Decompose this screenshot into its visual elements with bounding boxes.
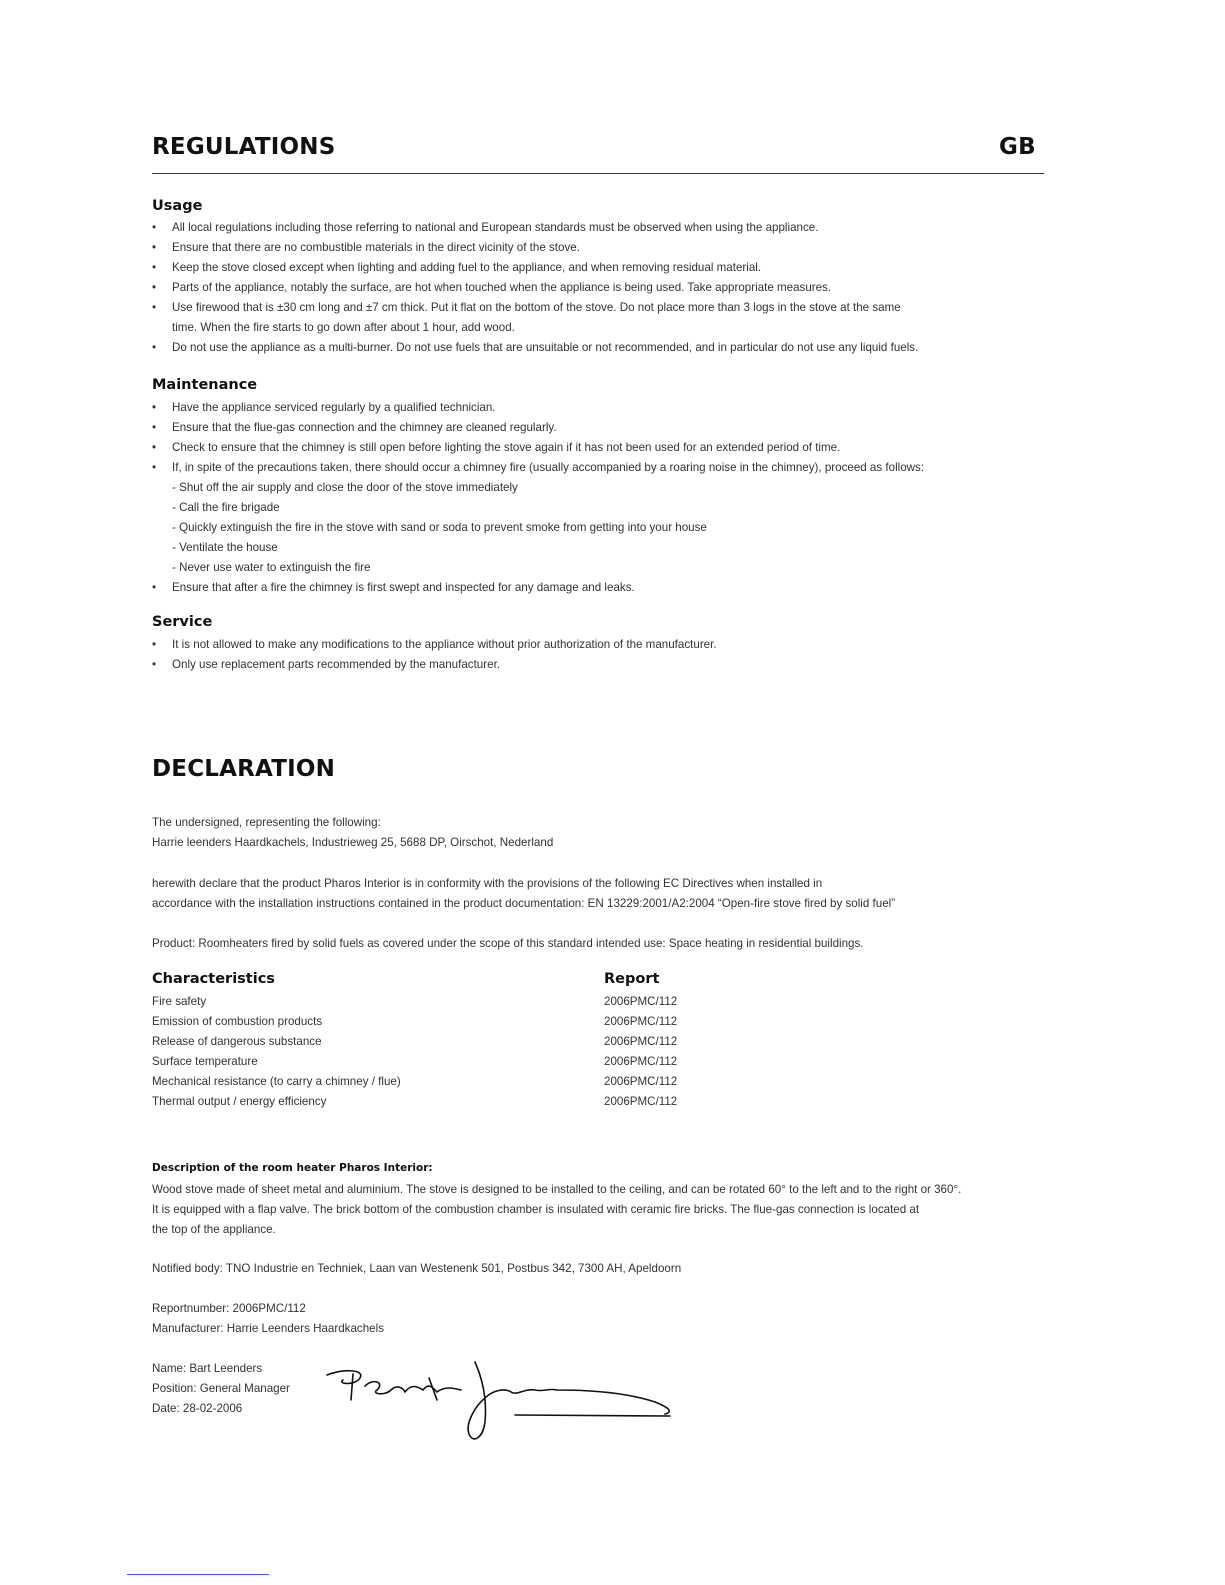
declaration-title: DECLARATION bbox=[152, 756, 336, 782]
maintenance-list bbox=[152, 398, 1012, 478]
characteristic-cell: Thermal output / energy efficiency bbox=[152, 1095, 327, 1108]
language-code: GB bbox=[999, 134, 1036, 160]
manufacturer: Manufacturer: Harrie Leenders Haardkachels bbox=[152, 1322, 384, 1335]
report-cell: 2006PMC/112 bbox=[604, 1095, 678, 1108]
characteristic-cell: Release of dangerous substance bbox=[152, 1035, 322, 1048]
signature-date: Date: 28-02-2006 bbox=[152, 1402, 243, 1415]
table-row bbox=[152, 1052, 852, 1072]
list-item: • It is not allowed to make any modifications to the appliance without prior authorization of the manufacturer. bbox=[152, 638, 717, 651]
list-item: - Shut off the air supply and close the door of the stove immediately bbox=[172, 481, 518, 494]
regulations-title: REGULATIONS bbox=[152, 134, 336, 160]
description-heading: Description of the room heater Pharos Interior: bbox=[152, 1162, 433, 1174]
maintenance-list-end bbox=[152, 578, 1012, 598]
signer-position: Position: General Manager bbox=[152, 1382, 290, 1395]
list-item: • Only use replacement parts recommended by the manufacturer. bbox=[152, 658, 501, 671]
report-header: Report bbox=[604, 971, 660, 987]
list-item: • Ensure that after a fire the chimney is first swept and inspected for any damage and leaks. bbox=[152, 581, 635, 594]
intro-line-1: The undersigned, representing the following: bbox=[152, 816, 381, 829]
list-item: • If, in spite of the precautions taken, there should occur a chimney fire (usually accompanied by a roaring noise in the chimney), proceed as follows: bbox=[152, 461, 925, 474]
description-line-3: the top of the appliance. bbox=[152, 1223, 276, 1236]
list-item: - Ventilate the house bbox=[172, 541, 278, 554]
service-list bbox=[152, 635, 1012, 675]
list-item: - Quickly extinguish the fire in the stove with sand or soda to prevent smoke from getting into your house bbox=[172, 521, 707, 534]
report-cell: 2006PMC/112 bbox=[604, 1055, 678, 1068]
characteristics-table bbox=[152, 992, 852, 1112]
description-line-2: It is equipped with a flap valve. The brick bottom of the combustion chamber is insulated with ceramic fire bricks. The flue-gas connection is located at bbox=[152, 1203, 920, 1216]
maintenance-heading: Maintenance bbox=[152, 377, 258, 393]
table-row bbox=[152, 992, 852, 1012]
notified-body: Notified body: TNO Industrie en Techniek, Laan van Westenenk 501, Postbus 342, 7300 AH, Apeldoorn bbox=[152, 1262, 682, 1275]
list-item: • Do not use the appliance as a multi-burner. Do not use fuels that are unsuitable or not recommended, and in particular do not use any liquid fuels. bbox=[152, 341, 919, 354]
service-heading: Service bbox=[152, 614, 213, 630]
page-link-underline bbox=[127, 1574, 269, 1575]
usage-list bbox=[152, 218, 1012, 358]
intro-line-2: Harrie leenders Haardkachels, Industrieweg 25, 5688 DP, Oirschot, Nederland bbox=[152, 836, 554, 849]
usage-heading: Usage bbox=[152, 198, 203, 214]
list-item: • Use firewood that is ±30 cm long and ±7 cm thick. Put it flat on the bottom of the stove. Do not place more than 3 logs in the stove at the same time. When the fire starts to go down after about 1 hour, add wood. bbox=[152, 301, 901, 334]
report-cell: 2006PMC/112 bbox=[604, 995, 678, 1008]
table-row bbox=[152, 1012, 852, 1032]
conformity-line-1: herewith declare that the product Pharos Interior is in conformity with the provisions of the following EC Directives when installed in bbox=[152, 877, 823, 890]
report-cell: 2006PMC/112 bbox=[604, 1035, 678, 1048]
list-item: • Have the appliance serviced regularly by a qualified technician. bbox=[152, 401, 496, 414]
product-line: Product: Roomheaters fired by solid fuels as covered under the scope of this standard intended use: Space heating in residential buildings. bbox=[152, 937, 864, 950]
chimney-fire-steps bbox=[152, 478, 1012, 578]
report-cell: 2006PMC/112 bbox=[604, 1075, 678, 1088]
report-cell: 2006PMC/112 bbox=[604, 1015, 678, 1028]
list-item: • All local regulations including those referring to national and European standards must be observed when using the appliance. bbox=[152, 221, 819, 234]
characteristic-cell: Emission of combustion products bbox=[152, 1015, 323, 1028]
list-item: • Ensure that there are no combustible materials in the direct vicinity of the stove. bbox=[152, 241, 580, 254]
list-item: • Keep the stove closed except when lighting and adding fuel to the appliance, and when removing residual material. bbox=[152, 261, 762, 274]
description-line-1: Wood stove made of sheet metal and aluminium. The stove is designed to be installed to the ceiling, and can be rotated 60° to the left and to the right or 360°. bbox=[152, 1183, 962, 1196]
characteristic-cell: Surface temperature bbox=[152, 1055, 258, 1068]
list-item: - Call the fire brigade bbox=[172, 501, 280, 514]
table-row bbox=[152, 1092, 852, 1112]
signer-name: Name: Bart Leenders bbox=[152, 1362, 263, 1375]
characteristic-cell: Fire safety bbox=[152, 995, 207, 1008]
list-item: - Never use water to extinguish the fire bbox=[172, 561, 371, 574]
list-item: • Check to ensure that the chimney is still open before lighting the stove again if it has not been used for an extended period of time. bbox=[152, 441, 841, 454]
table-row bbox=[152, 1072, 852, 1092]
header-rule bbox=[152, 173, 1044, 174]
table-row bbox=[152, 1032, 852, 1052]
list-item: • Parts of the appliance, notably the surface, are hot when touched when the appliance is being used. Take appropriate measures. bbox=[152, 281, 832, 294]
signature-icon bbox=[325, 1360, 690, 1450]
characteristics-header: Characteristics bbox=[152, 971, 275, 987]
report-number: Reportnumber: 2006PMC/112 bbox=[152, 1302, 306, 1315]
list-item: • Ensure that the flue-gas connection and the chimney are cleaned regularly. bbox=[152, 421, 557, 434]
characteristic-cell: Mechanical resistance (to carry a chimney / flue) bbox=[152, 1075, 401, 1088]
conformity-line-2: accordance with the installation instructions contained in the product documentation: EN 13229:2001/A2:2004 “Open-fire stove fired by solid fuel” bbox=[152, 897, 896, 910]
